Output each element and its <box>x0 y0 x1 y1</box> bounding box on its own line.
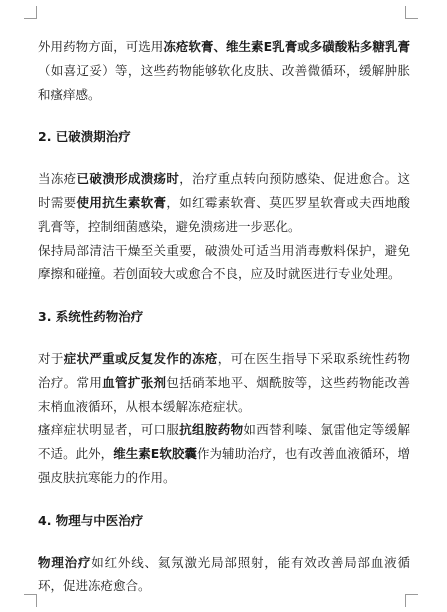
paragraph-vasodilators: 对于症状严重或反复发作的冻疮，可在医生指导下采取系统性药物治疗。常用血管扩张剂包括硝苯地平、烟酰胺等，这些药物能改善末梢血液循环，从根本缓解冻疮症状。 <box>38 350 410 414</box>
crop-mark-top-left <box>24 6 37 19</box>
paragraph-ulcer-treatment: 当冻疮已破溃形成溃疡时，治疗重点转向预防感染、促进愈合。这时需要使用抗生素软膏，如红霉素软膏、莫匹罗星软膏或夫西地酸乳膏等，控制细菌感染，避免溃疡进一步恶化。 <box>38 171 410 234</box>
section-heading-physical-tcm: 4. 物理与中医治疗 <box>38 512 144 528</box>
paragraph-physical-therapy: 物理治疗如红外线、氦氖激光局部照射，能有效改善局部血液循环，促进冻疮愈合。 <box>38 554 410 594</box>
paragraph-wound-care: 保持局部清洁干燥至关重要，破溃处可适当用消毒敷料保护，避免摩擦和碰撞。若创面较大或愈合不良，应及时就医进行专业处理。 <box>38 242 410 282</box>
section-heading-systemic-drugs: 3. 系统性药物治疗 <box>38 309 144 325</box>
crop-mark-bottom-left <box>24 594 37 607</box>
paragraph-antihistamines: 瘙痒症状明显者，可口服抗组胺药物如西替利嗪、氯雷他定等缓解不适。此外，维生素E软胶囊作为辅助治疗，也有改善血液循环，增强皮肤抗寒能力的作用。 <box>38 422 410 485</box>
section-heading-ulcer-stage: 2. 已破溃期治疗 <box>38 129 131 145</box>
paragraph-external-drugs: 外用药物方面，可选用冻疮软膏、维生素E乳膏或多磺酸粘多糖乳膏（如喜辽妥）等，这些药物能够软化皮肤、改善微循环，缓解肿胀和瘙痒感。 <box>38 39 410 102</box>
document-body <box>38 35 410 598</box>
crop-mark-top-right <box>405 6 418 19</box>
